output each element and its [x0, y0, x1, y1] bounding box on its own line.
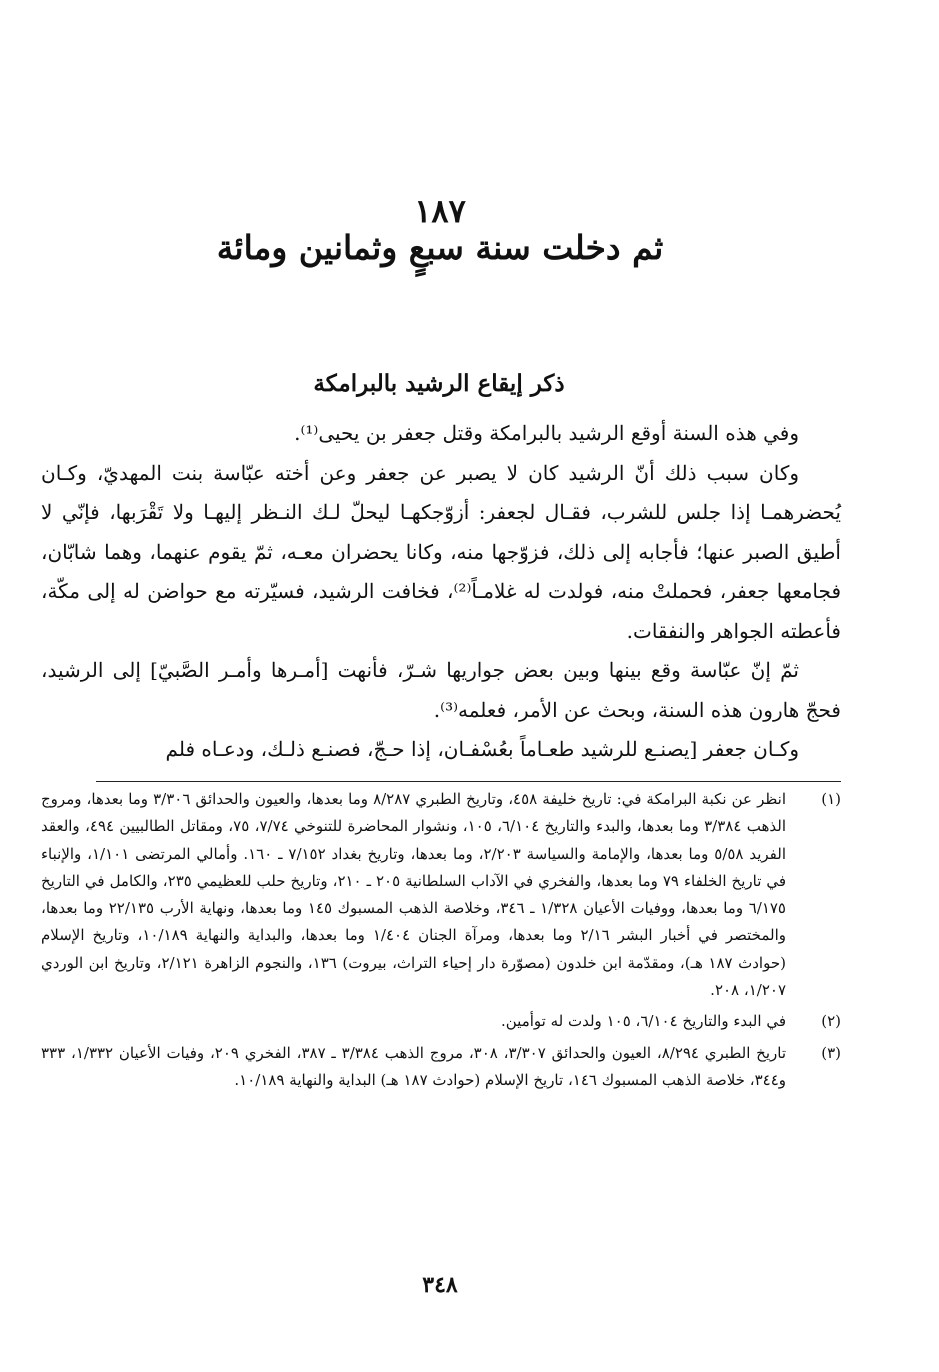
paragraph: وفي هذه السنة أوقع الرشيد بالبرامكة وقتل جعفر بن يحيى⁽¹⁾.	[294, 421, 799, 445]
paragraph: وكـان جعفر [يصنـع للرشيد طعـاماً بعُسْفـان، إذا حـجّ، فصنـع ذلـك، ودعـاه فلم	[165, 737, 799, 761]
chapter-title: ثم دخلت سنة سبعٍ وثمانين ومائة	[216, 228, 664, 267]
main-text	[41, 414, 841, 770]
paragraph: ثمّ إنّ عبّاسة وقع بينها وبين بعض جواريها شـرّ، فأنهت [أمـرها وأمـر الصَّبيّ] إلى الرشيد، فحجّ هارون هذه السنة، وبحث عن الأمر، فعلمه⁽³⁾.	[41, 658, 841, 722]
paragraph: وكان سبب ذلك أنّ الرشيد كان لا يصبر عن جعفر وعن أخته عبّاسة بنت المهديّ، وكـان يُحضرهمـا إذا جلس للشرب، فقـال لجعفر: أزوّجكهـا ليحلّ لـك النـظر إليهـا ولا تَقْرَبها، فإنّي لا أطيق الصبر عنها؛ فأجابه إلى ذلك، فزوّجها منه، وكانا يحضران معـه، ثمّ يقوم عنهما، وهما شابّان، فجامعها جعفر، فحملتْ منه، فولدت له غلامـاً⁽²⁾، فخافت الرشيد، فسيّرته مع حواضن له إلى مكّة، فأعطته الجواهر والنفقات.	[41, 460, 841, 643]
footnote-number: (٣)	[821, 1043, 841, 1062]
section-heading: ذكر إيقاع الرشيد بالبرامكة	[313, 370, 565, 397]
footnote	[41, 786, 841, 1004]
footnotes	[41, 786, 841, 1098]
footnote-number: (١)	[821, 790, 841, 808]
footnote-text: في البدء والتاريخ ٦/١٠٤، ١٠٥ ولدت له توأمين.	[501, 1012, 786, 1031]
footnote	[41, 1008, 841, 1035]
footnote-number: (٢)	[821, 1012, 841, 1031]
footnote	[41, 1040, 841, 1095]
year-number: ١٨٧	[414, 192, 466, 230]
footnote-divider	[96, 781, 841, 782]
footnote-text: انظر عن نكبة البرامكة في: تاريخ خليفة ٤٥٨، وتاريخ الطبري ٨/٢٨٧ وما بعدها، والعيون والحدائق ٣/٣٠٦ وما بعدها، ومروج الذهب ٣/٣٨٤ وما بعدها، والبدء والتاريخ ٦/١٠٤، ١٠٥، ونشوار المحاضرة للتنوخي ٧/٧٤، ٧٥، ومقاتل الطالبيين ٤٩٤، والعقد الفريد ٥/٥٨ وما بعدها، والإمامة والسياسة ٢/٢٠٣، وما بعدها، وتاريخ بغداد ٧/١٥٢ ـ ١٦٠. وأمالي المرتضى ١/١٠١، والإنباء في تاريخ الخلفاء ٧٩ وما بعدها، والفخري في الآداب السلطانية ٢٠٥ ـ ٢١٠، وتاريخ حلب للعظيمي ٢٣٥، والكامل في التاريخ ٦/١٧٥ وما بعدها، ووفيات الأعيان ١/٣٢٨ ـ ٣٤٦، وخلاصة الذهب المسبوك ١٤٥ وما بعدها، ونهاية الأرب ٢٢/١٣٥ وما بعدها، والمختصر في أخبار البشر ٢/١٦ وما بعدها، ومرآة الجنان ١/٤٠٤ وما بعدها، والبداية والنهاية ١٠/١٨٩، وتاريخ الإسلام (حوادث ١٨٧ هـ)، ومقدّمة ابن خلدون (مصوّرة دار إحياء التراث، بيروت) ١٣٦، والنجوم الزاهرة ٢/١٢١، وتاريخ ابن الوردي ١/٢٠٧، ٢٠٨.	[41, 790, 787, 1000]
footnote-text: تاريخ الطبري ٨/٢٩٤، العيون والحدائق ٣/٣٠٧، ٣٠٨، مروج الذهب ٣/٣٨٤ ـ ٣٨٧، الفخري ٢٠٩، وفيات الأعيان ١/٣٣٢، ٣٣٣ و٣٤٤، خلاصة الذهب المسبوك ١٤٦، تاريخ الإسلام (حوادث ١٨٧ هـ) البداية والنهاية ١٠/١٨٩.	[41, 1043, 787, 1089]
page-number: ٣٤٨	[422, 1272, 458, 1298]
